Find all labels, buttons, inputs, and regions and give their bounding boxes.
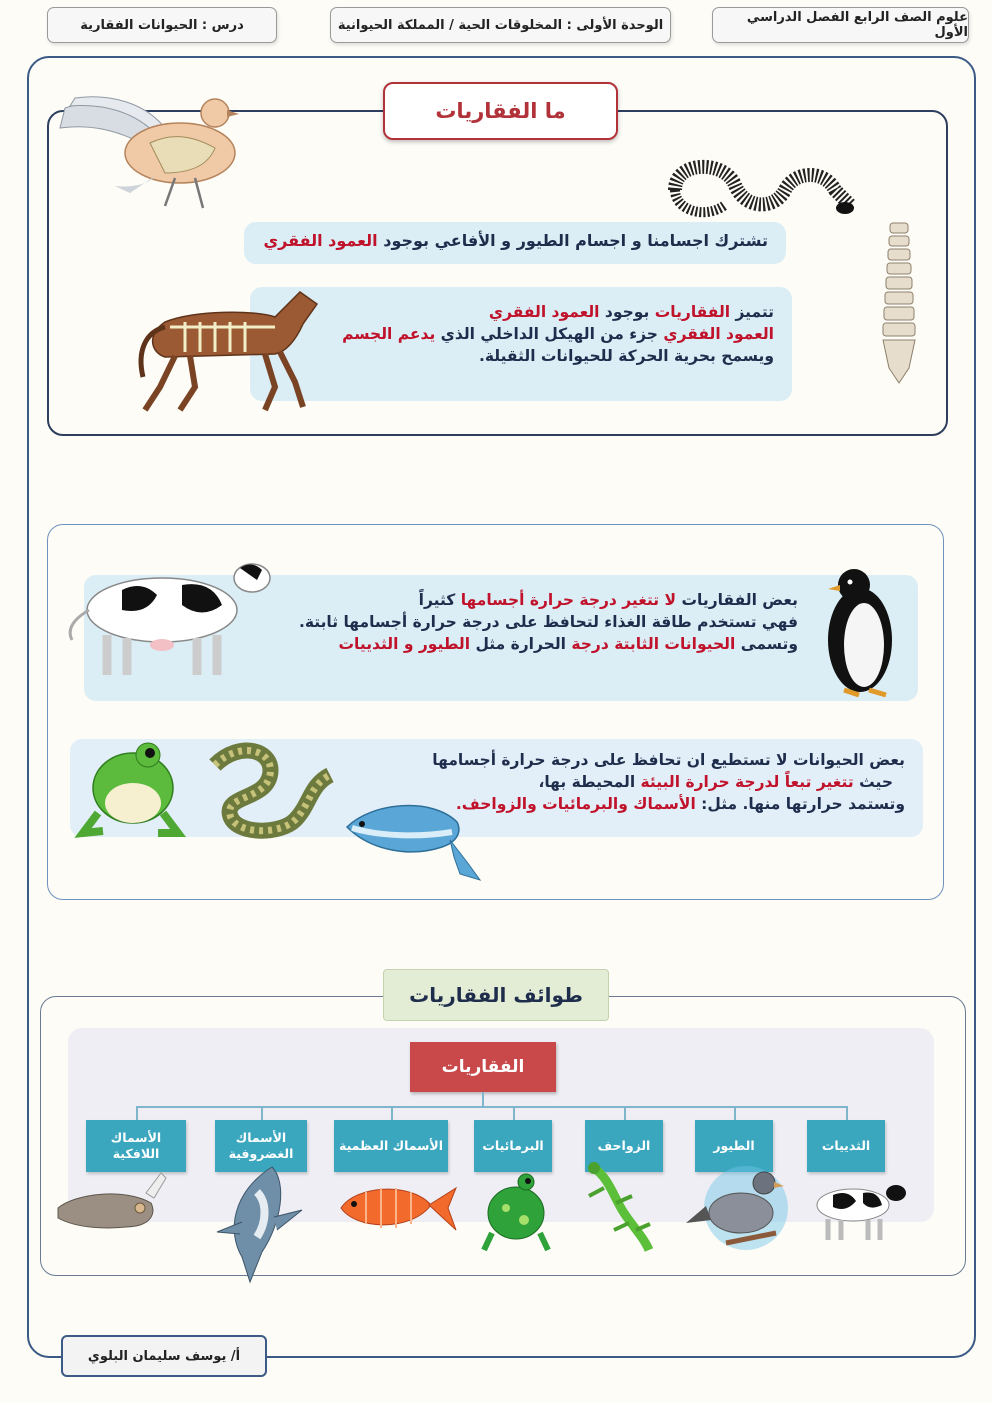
category-birds-label: الطيور <box>713 1138 755 1153</box>
category-amphibians-label: البرمائيات <box>482 1138 544 1153</box>
spine-image <box>873 218 925 388</box>
tree-branch-5 <box>391 1106 393 1120</box>
p2-l2-c: يدعم الجسم <box>342 325 436 343</box>
b1-l1-c: كثيراً <box>418 591 461 609</box>
p2-l2-b: جزء من الهيكل الداخلي الذي <box>435 325 664 343</box>
section2-box2-line1: بعض الحيوانات لا تستطيع ان تحافظ على درجة حرارة أجسامها <box>432 751 905 769</box>
b1-l3-a: وتسمى <box>735 635 798 653</box>
tree-root-label: الفقاريات <box>441 1057 525 1077</box>
section2-box2 <box>70 739 923 837</box>
bird-pigeon-image <box>686 1158 796 1258</box>
header-subject <box>712 7 969 43</box>
p2-l1-a: تتميز <box>730 303 774 321</box>
tree-root <box>410 1042 556 1092</box>
header-subject-text: علوم الصف الرابع الفصل الدراسي الأول <box>746 10 968 40</box>
section2-box1-line2: فهي تستخدم طاقة الغذاء لتحافظ على درجة حرارة أجسامها ثابتة. <box>298 613 798 631</box>
p2-l1-d: العمود الفقري <box>488 303 600 321</box>
section3-title: طوائف الفقاريات <box>409 983 583 1007</box>
category-mammals-label: الثدييات <box>821 1138 871 1153</box>
section1-line1-box <box>244 222 786 264</box>
b2-l3-a: وتستمد حرارتها منها. مثل: <box>695 795 905 813</box>
snake-skeleton-image <box>665 150 855 230</box>
category-bony-fish-label: الأسماك العظمية <box>338 1138 444 1153</box>
header-unit-text: الوحدة الأولى : المخلوقات الحية / المملكة الحيوانية <box>337 17 664 33</box>
reptile-lizard-image <box>584 1158 656 1254</box>
category-cartilaginous-fish-label: الأسماك الغضروفية <box>228 1130 294 1161</box>
b2-l2-a: حيث <box>853 773 893 791</box>
jawless-fish-image <box>56 1168 168 1246</box>
section1-para-line2 <box>268 323 774 345</box>
p2-l2-a: العمود الفقري <box>663 325 774 343</box>
tree-branch-2 <box>734 1106 736 1120</box>
footer-author-box <box>61 1335 267 1377</box>
section1-para-box <box>250 287 792 401</box>
b2-l3-b: الأسماك والبرمائيات والزواحف. <box>455 795 696 813</box>
section1-line1-highlight: العمود الفقري <box>263 231 378 250</box>
mammal-cow-image <box>808 1175 910 1243</box>
b2-l2-c: المحيطة بها، <box>538 773 641 791</box>
section1-para-line3: ويسمح بحرية الحركة للحيوانات الثقيلة. <box>478 347 774 365</box>
b1-l3-b: الحيوانات الثابتة درجة <box>571 635 736 653</box>
shark-image <box>212 1162 308 1286</box>
category-jawless-fish <box>86 1120 186 1172</box>
p2-l1-b: الفقاريات <box>654 303 731 321</box>
frog-image <box>78 733 188 839</box>
category-mammals <box>807 1120 885 1172</box>
penguin-image <box>824 565 896 700</box>
section3-title-box <box>383 969 609 1021</box>
category-reptiles-label: الزواحف <box>597 1138 651 1153</box>
category-amphibians <box>474 1120 552 1172</box>
header-unit <box>330 7 671 43</box>
b1-l3-d: الطيور و الثدييات <box>338 635 471 653</box>
p2-l1-c: بوجود <box>599 303 655 321</box>
b1-l3-c: الحرارة مثل <box>470 635 572 653</box>
tree-branch-7 <box>136 1106 138 1120</box>
tree-branch-4 <box>513 1106 515 1120</box>
section1-title-box <box>383 82 618 140</box>
section1-para-line1 <box>268 301 774 323</box>
tree-branch-6 <box>261 1106 263 1120</box>
tree-branch-1 <box>846 1106 848 1120</box>
snake-image <box>200 740 338 840</box>
category-jawless-fish-label: الأسماك اللافكية <box>110 1130 162 1161</box>
amphibian-frog-image <box>480 1168 552 1254</box>
header-lesson-text: درس : الحيوانات الفقارية <box>80 17 244 33</box>
section1-line1-text: تشترك اجسامنا و اجسام الطيور و الأفاعي بوجود <box>377 231 768 250</box>
tree-root-connector <box>482 1092 484 1107</box>
b1-l1-b: لا تتغير درجة حرارة أجسامها <box>460 591 677 609</box>
fish-image <box>342 792 482 884</box>
section1-title: ما الفقاريات <box>435 99 566 123</box>
tree-horizontal-connector <box>136 1106 848 1108</box>
footer-author: أ/ يوسف سليمان البلوي <box>87 1348 241 1364</box>
b2-l2-b: تتغير تبعاً لدرجة حرارة البيئة <box>640 773 854 791</box>
section1-line1 <box>262 230 768 252</box>
cow-image <box>62 550 274 680</box>
category-bony-fish <box>334 1120 448 1172</box>
b1-l1-a: بعض الفقاريات <box>676 591 798 609</box>
horse-skeleton-image <box>125 282 325 417</box>
bony-fish-image <box>336 1180 458 1236</box>
header-lesson <box>47 7 277 43</box>
bird-skeleton-image <box>55 88 240 213</box>
tree-branch-3 <box>624 1106 626 1120</box>
